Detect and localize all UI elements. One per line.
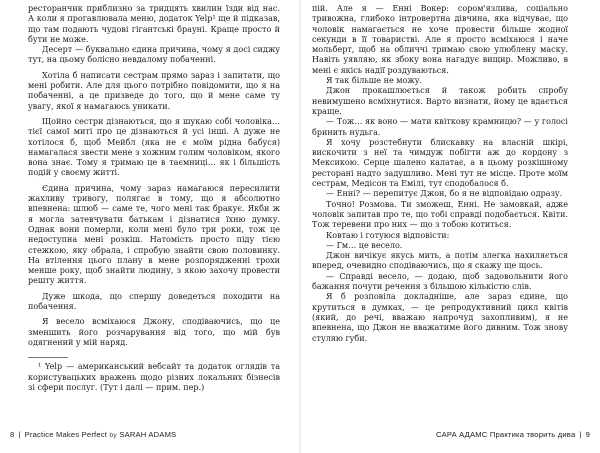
page-number: 8 [10, 430, 15, 439]
paragraph: Я так більше не можу. [326, 76, 423, 86]
running-author: SARAH ADAMS [119, 430, 177, 439]
paragraph: Дуже шкода, що спершу доведеться походити на побачення. [28, 291, 280, 312]
by-label: by [109, 432, 118, 439]
footnote-divider [28, 357, 68, 358]
paragraph: Хотіла б написати сестрам прямо зараз і запитати, що мені робити. Але для цього потрібно повідомити, що я на побаченні, а це призведе до того, що й мене саме ту увагу, якої я намагаюсь уникати. [28, 70, 280, 111]
paragraph: Джон вичікує якусь мить, а потім злегка нахиляється вперед, очевидно сподіваючись, що я скажу ще щось. [312, 251, 568, 271]
paragraph: Джон прокашлюється й також робить спробу невимушено всміхнутися. Варто визнати, йому це вдається краще. [312, 86, 568, 116]
running-author: САРА АДАМС [436, 430, 488, 439]
paragraph: Я б розповіла докладніше, але зараз єдине, що крутиться в думках, — це репродуктивний цикл квітів (який, до речі, вважаю напрочуд захопливим), я не впевнена, що Джон не вважатиме його дивним. Тож знову стуляю губи. [312, 292, 568, 343]
running-book-title: Practice Makes Perfect [24, 430, 108, 439]
paragraph: — Тож… як воно — мати квіткову крамницю? — у голосі бринить нудьга. [312, 117, 568, 137]
footnote: ¹ Yelp — американський вебсайт та додаток оглядів та користувацьких вражень щодо різних локальних бізнесів зі сфери послуг. (Тут і далі — прим. пер.) [28, 362, 280, 392]
paragraph: Десерт — буквально єдина причина, чому я досі сиджу тут, на цьому болісно невдалому побаченні. [28, 45, 280, 65]
page-number: 9 [585, 430, 590, 439]
paragraph: ресторанчик приблизно за тридцять хвилин їзди від нас. А коли я прогавлювала меню, додаток Yelp¹ ще й підказав, що там подають чудові гігантські брауні. Краще просто й бути не може. [28, 4, 280, 44]
left-page-footer: 8 | Practice Makes Perfect by SARAH ADAMS [10, 430, 177, 439]
paragraph: Точно! Розмова. Ти зможеш, Енні. Не замовкай, адже чоловік запитав про те, що тобі справді подобається. Квіти. Тож теревени про них — що з тобою котиться. [312, 199, 568, 230]
left-page-text [28, 4, 280, 393]
paragraph: пій. Але я — Енні Вокер: сором'язлива, соціально тривожна, глибоко інтровертна дівчина, яка відчуває, що чоловік намагається не хоче провести більше жодної секунди в її товаристві. Але я просто всміхаюся і наче мольберт, щоб на обличчі тримаю свою улюблену маску. Навіть уявляю, як збоку вона нагадує вищир. Можливо, в мені є якісь надії роздуваються. [312, 4, 568, 75]
paragraph: Я весело всміхаюся Джону, сподіваючись, що це зменшить його розчарування від того, що мій був одягнений у мій наряд. [28, 317, 280, 347]
paragraph: Я хочу розстебнути блискавку на власній шкірі, вискочити з неї та чимдуж побігти аж до кордону з Мексикою. Серце шалено калатає, а в цьому розкішному ресторані надто задушливо. Мені тут не місце. Проте моїм сестрам, Медісон та Емілі, тут сподобалося б. [312, 137, 568, 189]
paragraph: Єдина причина, чому зараз намагаюся пересилити жахливу тривогу, полягає в тому, що я абсолютно впевнена: шлюб — саме те, чого мені так бракує. Якби ж я могла затевчувати батькам і дізнатися їхню думку. Однак вони померли, коли мені було три роки, тож це недоступна мені розкіш. Натомість просто піду тією стежкою, яку обрала, і спробую знайти свою половинку. На втілення цього плану в мене розпорядженні трохи менше року, щоб знайти людину, з якою захочу провести решту життя. [28, 183, 280, 286]
paragraph: — Енні? — перепитує Джон, бо я не відповідаю одразу. [326, 189, 563, 199]
paragraph: — Гм… це весело. [326, 240, 403, 250]
right-page-text [312, 4, 568, 344]
running-book-title: Практика творить дива [489, 430, 576, 439]
right-page-footer: САРА АДАМС Практика творить дива | 9 [436, 430, 590, 439]
paragraph: Ковтаю і готуюся відповісти: [326, 230, 450, 240]
paragraph: — Справді весело, — додаю, щоб задовольнити його бажання почути речення з більшою кількістю слів. [312, 271, 568, 292]
paragraph: Щойно сестри дізнаються, що я шукаю собі чоловіка… тієї самої миті про це дізнаються й усі інші. А дуже не хотілося б, щоб Мейбл (яка не є моїм рідна бабуся) намагалася звести мене з хожним голим чоловіком, якого вона знає. Тому я тримаю це в таємниці… як і більшість подій у своєму житті. [28, 116, 280, 178]
